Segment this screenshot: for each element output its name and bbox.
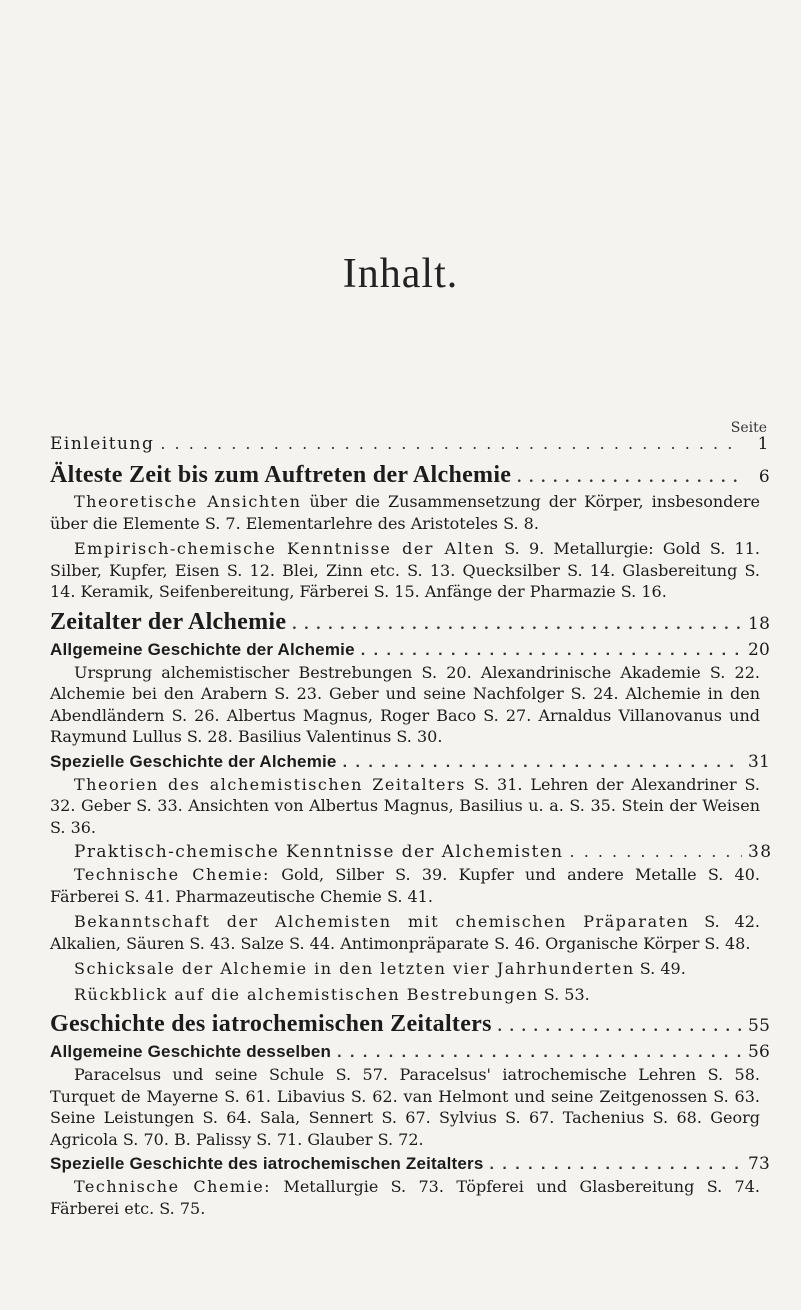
paragraph-lead: Rückblick auf die alchemistischen Bestrebungen bbox=[74, 984, 539, 1004]
toc-page-number: 18 bbox=[748, 613, 771, 634]
leader-dots bbox=[498, 1018, 742, 1036]
paragraph-lead: Bekanntschaft der Alchemisten mit chemischen Präparaten bbox=[74, 912, 690, 931]
paragraph-lead: Empirisch-chemische Kenntnisse der Alten bbox=[74, 539, 496, 558]
paragraph-lead: Theoretische Ansichten bbox=[74, 492, 302, 511]
toc-subsection-praktisch[interactable] bbox=[74, 842, 773, 862]
section-paragraph: Ursprung alchemistischer Bestrebungen S. 20. Alexandrinische Akademie S. 22. Alchemie bei den Arabern S. 23. Geber und seine Nachfolger S. 24. Alchemie in den Abendländern S. 26. Albertus Magnus, Roger Baco S. 27. Arnaldus Villanovanus und Raymund Lullus S. 28. Basilius Valentinus S. 30. bbox=[50, 662, 760, 746]
toc-page-number: 56 bbox=[748, 1042, 771, 1062]
leader-dots bbox=[292, 616, 742, 634]
section-title: Spezielle Geschichte des iatrochemischen Zeitalters bbox=[50, 1154, 484, 1173]
table-of-contents bbox=[50, 434, 773, 1223]
chapter-1-paragraph-2 bbox=[50, 538, 760, 603]
paragraph-text: S. 53. bbox=[538, 984, 590, 1004]
toc-page-number: 1 bbox=[757, 434, 770, 454]
paragraph-text: S. 49. bbox=[634, 959, 686, 978]
toc-entry-einleitung[interactable] bbox=[50, 434, 770, 454]
chapter-title: Geschichte des iatrochemischen Zeitalters bbox=[50, 1011, 492, 1037]
leader-dots bbox=[489, 1156, 742, 1174]
toc-chapter-2[interactable] bbox=[50, 609, 770, 636]
toc-chapter-1[interactable] bbox=[50, 462, 770, 489]
toc-page-number: 38 bbox=[748, 842, 773, 862]
leader-dots bbox=[517, 469, 742, 487]
leader-dots bbox=[337, 1044, 742, 1062]
section-paragraph: Paracelsus und seine Schule S. 57. Paracelsus' iatrochemische Lehren S. 58. Turquet de Mayerne S. 61. Libavius S. 62. van Helmont und seine Zeitgenossen S. 63. Seine Leistungen S. 64. Sala, Sennert S. 67. Sylvius S. 67. Tachenius S. 68. Georg Agricola S. 70. B. Palissy S. 71. Glauber S. 72. bbox=[50, 1065, 760, 1149]
section-title: Allgemeine Geschichte der Alchemie bbox=[50, 639, 355, 659]
chapter-1-paragraph-1 bbox=[50, 491, 760, 534]
paragraph-text: über die Zusammensetzung der Körper, insbesondere über die Elemente S. 7. Elementarlehre des Aristoteles S. 8. bbox=[50, 492, 760, 533]
page-title: Inhalt. bbox=[342, 251, 459, 297]
section-paragraph bbox=[50, 911, 760, 954]
paragraph-text: Metallurgie S. 73. Töpferei und Glasbereitung S. 74. Färberei etc. S. 75. bbox=[50, 1177, 761, 1218]
toc-section-allgemeine-alchemie[interactable] bbox=[50, 640, 770, 660]
seite-label: Seite bbox=[730, 420, 767, 436]
paragraph-lead: Technische Chemie: bbox=[74, 865, 270, 884]
section-paragraph bbox=[50, 984, 760, 1006]
toc-page-number: 6 bbox=[758, 467, 770, 487]
section-paragraph bbox=[50, 958, 760, 980]
toc-page-number: 55 bbox=[748, 1016, 771, 1036]
toc-section-allgemeine-iatrochemie[interactable] bbox=[50, 1042, 770, 1062]
leader-dots bbox=[570, 842, 742, 861]
section-title: Allgemeine Geschichte desselben bbox=[50, 1042, 332, 1061]
toc-chapter-3[interactable] bbox=[50, 1011, 770, 1038]
subsection-title: Praktisch-chemische Kenntnisse der Alchemisten bbox=[74, 842, 564, 862]
chapter-title: Älteste Zeit bis zum Auftreten der Alchemie bbox=[50, 462, 512, 488]
chapter-title: Zeitalter der Alchemie bbox=[50, 608, 287, 635]
paragraph-text: S. 9. Metallurgie: Gold S. 11. Silber, Kupfer, Eisen S. 12. Blei, Zinn etc. S. 13. Quecksilber S. 14. Glasbereitung S. 14. Keramik, Seifenbereitung, Färberei S. 15. Anfänge der Pharmazie S. 16. bbox=[50, 539, 760, 601]
paragraph-lead: Schicksale der Alchemie in den letzten vier Jahrhunderten bbox=[74, 959, 635, 978]
paragraph-lead: Technische Chemie: bbox=[74, 1177, 272, 1196]
paragraph-text: S. 31. Lehren der Alexandriner S. 32. Geber S. 33. Ansichten von Albertus Magnus, Basilius u. a. S. 35. Stein der Weisen S. 36. bbox=[50, 774, 760, 837]
section-paragraph bbox=[50, 1176, 760, 1219]
paragraph-lead: Theorien des alchemistischen Zeitalters bbox=[74, 774, 466, 794]
leader-dots bbox=[361, 642, 742, 660]
section-title: Spezielle Geschichte der Alchemie bbox=[50, 751, 337, 771]
toc-entry-title: Einleitung bbox=[50, 434, 155, 454]
section-paragraph bbox=[50, 774, 760, 839]
leader-dots bbox=[343, 754, 742, 772]
toc-page-number: 31 bbox=[748, 751, 771, 772]
paragraph-text: Gold, Silber S. 39. Kupfer und andere Metalle S. 40. Färberei S. 41. Pharmazeutische Chemie S. 41. bbox=[50, 865, 760, 906]
leader-dots bbox=[160, 434, 742, 453]
paragraph-text: S. 42. Alkalien, Säuren S. 43. Salze S. 44. Antimonpräparate S. 46. Organische Körper S. 48. bbox=[50, 912, 760, 953]
section-paragraph bbox=[50, 864, 760, 907]
toc-section-spezielle-alchemie[interactable] bbox=[50, 752, 770, 772]
toc-page-number: 20 bbox=[748, 639, 771, 660]
toc-section-spezielle-iatrochemie[interactable] bbox=[50, 1154, 770, 1174]
toc-page-number: 73 bbox=[748, 1154, 771, 1174]
